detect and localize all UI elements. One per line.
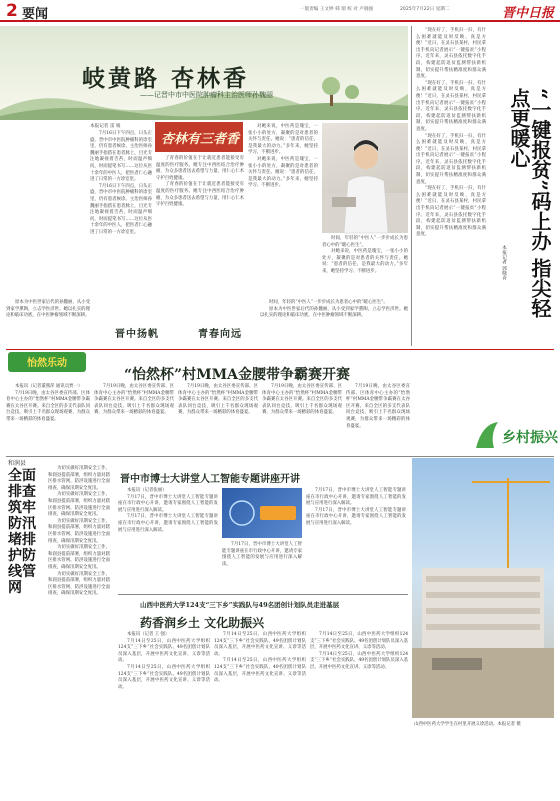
tcm-paragraph-1: 7月14日至25日，山西中医药大学组织124支“三下乡”社会实践队、49名团创计划队员深入基层，开展中医药文化宣讲、义诊等活动。 — [118, 638, 210, 664]
lead-lower-right-paragraph: 时间，年轻的“中医人”一步步成长为患者心中的“暖心医生”。 — [269, 300, 388, 305]
editor-line: 一版责编 王文婷 韩 瑞 校 对 卢晓强 — [300, 7, 374, 12]
ai-lecture-paragraph-1: 7月17日，晋中市博士大讲堂人工智能专题讲座在市行政中心开讲，邀请专家围绕人工智能的发展与应用进行深入解读。 — [118, 494, 218, 513]
tcm-paragraph-2: 7月14日至25日，山西中医药大学组织124支“三下乡”社会实践队、49名团创计划队员深入基层，开展中医药文化宣讲、义诊等活动。 — [214, 632, 306, 657]
mma-logo-text: 怡然乐动 — [27, 358, 67, 369]
tcm-col-1 — [118, 632, 210, 794]
tcm-paragraph-1b: 7月14日至25日，山西中医药大学组织124支“三下乡”社会实践队、49名团创计划队员深入基层，开展中医药文化宣讲、义诊等活动。 — [118, 664, 210, 690]
section-name: 要闻 — [22, 7, 49, 22]
construction-caption — [414, 722, 554, 796]
lead-paragraph-3b: 对她来说，中医药是瑰宝，一张小小的处方，凝聚的是对患者的关怀与责任。她说：“患者的信任，是我最大的动力。”多年来，她坚持学习、不断进步。 — [248, 156, 318, 189]
ai-logo-image — [222, 488, 302, 538]
lead-paragraph-2b: 了青春的价值在于让就近患者能接受有温度的医疗服务。她专注中西医结合治疗肿瘤，为众多患者送去希望与力量，用仁心仁术守护百姓健康。 — [156, 182, 244, 208]
ai-lecture-paragraph-1b: 7月17日，晋中市博士大讲堂人工智能专题讲座在市行政中心开讲，邀请专家围绕人工智能的发展与应用进行深入解读。 — [118, 514, 218, 533]
flood-paragraph-2: 为切实做好汛期安全工作，和润县提前部署，组织力量对辖区排水管网、防洪设施进行全面排查，确保汛期安全度汛。 — [48, 492, 110, 518]
mma-col-1 — [6, 384, 90, 454]
banner-title: 岐黄路 杏林香 — [82, 65, 250, 92]
quote-left: 晋中扬帆 — [115, 329, 159, 340]
right-paragraph-4: “现在好了，手机扫一扫，有什么困难就能及时反映，真是方便！”近日，在灵石县某村，村民拿出手机向记者展示“一键报贫”小程序。近年来，灵石县依托数字化手段，构建起防返贫监测帮扶新机制，切实提升帮扶精准度和群众满意度。 — [416, 186, 486, 238]
tcm-col-3 — [310, 632, 408, 794]
mma-col-4 — [262, 384, 342, 454]
mma-col-5 — [346, 384, 410, 454]
flood-article — [48, 466, 110, 796]
tcm-byline: 本报讯（记者 王 强） — [127, 632, 170, 637]
column-divider — [411, 26, 412, 346]
mma-byline: 本报讯（记者董燕萍 通讯员贾一） — [15, 384, 83, 389]
flood-paragraph-5: 为切实做好汛期安全工作，和润县提前部署，组织力量对辖区排水管网、防洪设施进行全面排查，确保汛期安全度汛。 — [48, 571, 110, 597]
banner-subtitle: ——记晋中市中医院肿瘤科主治医师孙魏丽 — [140, 91, 273, 99]
lead-lower-left — [6, 300, 90, 348]
lead-paragraph-4b: 对她来说，中医药是瑰宝，一张小小的处方，凝聚的是对患者的关怀与责任。她说：“患者的信任，是我最大的动力。”多年来，她坚持学习、不断进步。 — [322, 249, 408, 274]
right-article-title: “一键报贫”码上办 指尖轻点更暖心 — [507, 88, 552, 318]
lead-byline: 本报记者 雷 娟 — [90, 124, 121, 129]
construction-caption-text: 山西中医药大学学生在村里开展义诊活动。本报记者 摄 — [414, 722, 521, 727]
ai-lecture-paragraph-3b: 7月17日，晋中市博士大讲堂人工智能专题讲座在市行政中心开讲，邀请专家围绕人工智能的发展与应用进行深入解读。 — [306, 507, 406, 526]
flood-paragraph-1: 为切实做好汛期安全工作，和润县提前部署，组织力量对辖区排水管网、防洪设施进行全面排查，确保汛期安全度汛。 — [48, 466, 110, 491]
lower-section-tag: 和润县 — [8, 460, 27, 467]
right-article-body — [416, 28, 486, 346]
construction-photo — [412, 458, 554, 718]
flood-title: 全面排查 筑牢防汛 堵排 护防 线管网 — [8, 468, 36, 596]
ai-lecture-title: 晋中市博士大讲堂人工智能专题讲座开讲 — [120, 474, 300, 485]
section-rule — [6, 349, 554, 350]
column-tag — [155, 122, 243, 152]
lead-lower-right-paragraph-b: 原本为中医世家后代的孙魏丽，从小受到家学熏陶，立志学医济世。她以扎实的理论和临床功底，在中医肿瘤领域不断深耕。 — [260, 306, 408, 319]
rural-revitalization-logo — [472, 418, 558, 454]
inner-rule — [118, 594, 408, 595]
page-number: 2 — [6, 1, 18, 21]
column-tag-label: 杏林有三者香 — [161, 132, 240, 147]
lead-lower-paragraph: 原本为中医世家后代的孙魏丽，从小受到家学熏陶，立志学医济世。她以扎实的理论和临床功底，在中医肿瘤领域不断深耕。 — [6, 300, 90, 319]
lead-paragraph-1: 7月16日下午四点，日头正盛，晋中市中医院肿瘤科的诊室里，仍有患者候诊。主治医师孙魏丽手指搭在患者脉上，目光专注地凝视着舌苔，时而温声细问，时而提笔书写……这位从医十余年的中医人，把医者仁心融进了日常的一方诊室里。 — [90, 131, 152, 183]
tcm-paragraph-3: 7月14日至25日，山西中医药大学组织124支“三下乡”社会实践队、49名团创计划队员深入基层，开展中医药文化宣讲、义诊等活动。 — [310, 632, 408, 651]
tcm-col-2 — [214, 632, 306, 794]
ai-lecture-col-1 — [118, 488, 218, 590]
feature-banner — [0, 26, 408, 120]
lead-paragraph-1b: 7月16日下午四点，日头正盛，晋中市中医院肿瘤科的诊室里，仍有患者候诊。主治医师孙魏丽手指搭在患者脉上，目光专注地凝视着舌苔，时而温声细问，时而提笔书写……这位从医十余年的中医人，把医者仁心融进了日常的一方诊室里。 — [90, 183, 152, 235]
mma-title: “怡然杯”村MMA金腰带争霸赛开赛 — [124, 367, 350, 383]
right-paragraph-1: “现在好了，手机扫一扫，有什么困难就能及时反映，真是方便！”近日，在灵石县某村，村民拿出手机向记者展示“一键报贫”小程序。近年来，灵石县依托数字化手段，构建起防返贫监测帮扶新机制，切实提升帮扶精准度和群众满意度。 — [416, 28, 486, 80]
mma-paragraph-4: 7月19日晚，由太谷区委宣传部、区体育中心主办的“怡然杯”村MMA金腰带争霸赛在太谷区开赛。来自全区的多支代表队同台竞技，吸引上千名群众现场观赛，为群众带来一场精彩的体育盛宴。 — [262, 384, 342, 416]
right-paragraph-3: “现在好了，手机扫一扫，有什么困难就能及时反映，真是方便！”近日，在灵石县某村，村民拿出手机向记者展示“一键报贫”小程序。近年来，灵石县依托数字化手段，构建起防返贫监测帮扶新机制，切实提升帮扶精准度和群众满意度。 — [416, 133, 486, 185]
doctor-figure-image — [322, 123, 408, 233]
rural-logo-text: 乡村振兴 — [502, 430, 558, 446]
ai-lecture-paragraph-3: 7月17日，晋中市博士大讲堂人工智能专题讲座在市行政中心开讲，邀请专家围绕人工智能的发展与应用进行深入解读。 — [306, 488, 406, 507]
mma-col-3 — [178, 384, 258, 454]
tcm-paragraph-3b: 7月14日至25日，山西中医药大学组织124支“三下乡”社会实践队、49名团创计划队员深入基层，开展中医药文化宣讲、义诊等活动。 — [310, 651, 408, 670]
mma-paragraph-5: 7月19日晚，由太谷区委宣传部、区体育中心主办的“怡然杯”村MMA金腰带争霸赛在太谷区开赛。来自全区的多支代表队同台竞技，吸引上千名群众现场观赛，为群众带来一场精彩的体育盛宴。 — [346, 384, 410, 429]
tcm-title: 山西中医药大学124支“三下乡”实践队与49名团创计划队员走进基层 — [140, 601, 340, 609]
mma-paragraph-1: 7月19日晚，由太谷区委宣传部、区体育中心主办的“怡然杯”村MMA金腰带争霸赛在太谷区开赛。来自全区的多支代表队同台竞技，吸引上千名群众现场观赛，为群众带来一场精彩的体育盛宴。 — [6, 390, 90, 422]
construction-site-image — [412, 458, 554, 718]
tcm-subtitle: 药香润乡土 文化助振兴 — [140, 616, 265, 630]
ai-lecture-paragraph-2: 7月17日，晋中市博士大讲堂人工智能专题讲座在市行政中心开讲，邀请专家围绕人工智能的发展与应用进行深入解读。 — [222, 542, 302, 567]
lead-column-3 — [248, 124, 318, 296]
mma-paragraph-2: 7月19日晚，由太谷区委宣传部、区体育中心主办的“怡然杯”村MMA金腰带争霸赛在太谷区开赛。来自全区的多支代表队同台竞技，吸引上千名群众现场观赛，为群众带来一场精彩的体育盛宴。 — [94, 384, 174, 416]
lead-paragraph-3: 对她来说，中医药是瑰宝，一张小小的处方，凝聚的是对患者的关怀与责任。她说：“患者的信任，是我最大的动力。”多年来，她坚持学习、不断进步。 — [248, 124, 318, 156]
ai-lecture-byline: 本报讯（记者张丽） — [127, 488, 167, 493]
flood-paragraph-4: 为切实做好汛期安全工作，和润县提前部署，组织力量对辖区排水管网、防洪设施进行全面排查，确保汛期安全度汛。 — [48, 545, 110, 570]
brand-logo: 晋中日报 — [501, 6, 554, 21]
quote-right: 青春向远 — [198, 329, 242, 340]
lead-column-2 — [156, 156, 244, 296]
lead-paragraph-4: 时间，年轻的“中医人”一步步成长为患者心中的“暖心医生”。 — [322, 236, 408, 248]
lead-column-1 — [90, 131, 152, 296]
ai-lecture-col-2 — [222, 542, 302, 590]
ai-lecture-col-3 — [306, 488, 406, 590]
masthead — [0, 0, 560, 22]
mma-paragraph-3: 7月19日晚，由太谷区委宣传部、区体育中心主办的“怡然杯”村MMA金腰带争霸赛在太谷区开赛。来自全区的多支代表队同台竞技，吸引上千名群众现场观赛，为群众带来一场精彩的体育盛宴。 — [178, 384, 258, 416]
tcm-paragraph-2b: 7月14日至25日，山西中医药大学组织124支“三下乡”社会实践队、49名团创计划队员深入基层，开展中医药文化宣讲、义诊等活动。 — [214, 658, 306, 684]
lead-column-4 — [322, 236, 408, 296]
right-article-byline: 本报记者 郭晓青 — [501, 245, 506, 281]
right-paragraph-2: “现在好了，手机扫一扫，有什么困难就能及时反映，真是方便！”近日，在灵石县某村，村民拿出手机向记者展示“一键报贫”小程序。近年来，灵石县依托数字化手段，构建起防返贫监测帮扶新机制，切实提升帮扶精准度和群众满意度。 — [416, 80, 486, 132]
mma-col-2 — [94, 384, 174, 454]
lower-rule — [6, 456, 554, 457]
lead-paragraph-2: 了青春的价值在于让就近患者能接受有温度的医疗服务。她专注中西医结合治疗肿瘤，为众多患者送去希望与力量，用仁心仁术守护百姓健康。 — [156, 156, 244, 181]
doctor-photo — [322, 123, 408, 233]
date-line: 2025年7月22日 星期二 — [400, 7, 450, 12]
flood-paragraph-3: 为切实做好汛期安全工作，和润县提前部署，组织力量对辖区排水管网、防洪设施进行全面排查，确保汛期安全度汛。 — [48, 518, 110, 544]
lead-lower-right — [260, 300, 408, 348]
mma-logo — [8, 350, 86, 374]
